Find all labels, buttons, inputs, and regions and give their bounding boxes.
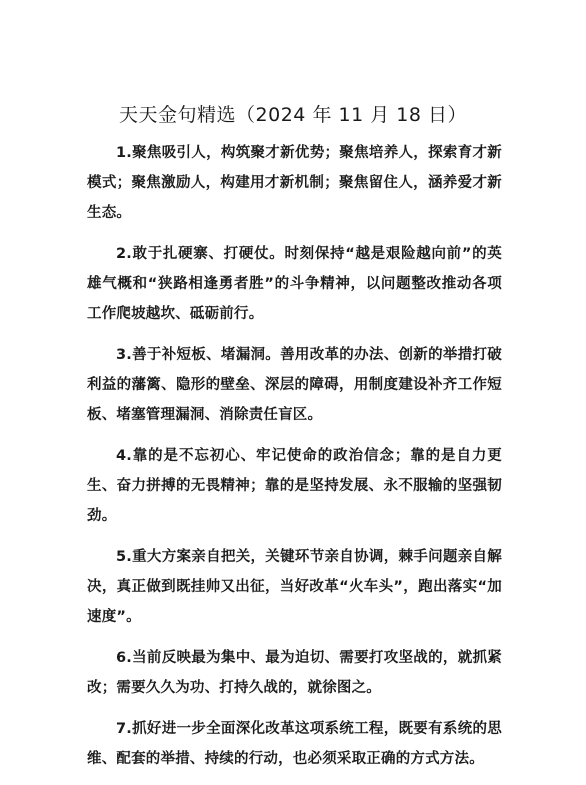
quote-paragraph-4: 4.靠的是不忘初心、牢记使命的政治信念；靠的是自力更生、奋力拼搏的无畏精神；靠的是坚持发展、永不服输的坚强韧劲。 bbox=[87, 448, 502, 524]
quote-paragraph-6: 6.当前反映最为集中、最为迫切、需要打攻坚战的，就抓紧改；需要久久为功、打持久战的，就徐图之。 bbox=[87, 650, 502, 696]
page-title: 天天金句精选（2024 年 11 月 18 日） bbox=[119, 104, 467, 126]
quote-paragraph-1: 1.聚焦吸引人，构筑聚才新优势；聚焦培养人，探索育才新模式；聚焦激励人，构建用才新机制；聚焦留住人，涵养爱才新生态。 bbox=[87, 145, 502, 221]
quote-paragraph-2: 2.敢于扎硬寨、打硬仗。时刻保持“越是艰险越向前”的英雄气概和“狭路相逢勇者胜”的斗争精神，以问题整改推动各项工作爬坡越坎、砥砺前行。 bbox=[87, 246, 502, 322]
quote-paragraph-3: 3.善于补短板、堵漏洞。善用改革的办法、创新的举措打破利益的藩篱、隐形的壁垒、深层的障碍，用制度建设补齐工作短板、堵塞管理漏洞、消除责任盲区。 bbox=[87, 347, 502, 423]
quote-paragraph-7: 7.抓好进一步全面深化改革这项系统工程，既要有系统的思维、配套的举措、持续的行动，也必须采取正确的方式方法。 bbox=[87, 721, 502, 767]
quote-paragraph-5: 5.重大方案亲自把关，关键环节亲自协调，棘手问题亲自解决，真正做到既挂帅又出征，当好改革“火车头”，跑出落实“加速度”。 bbox=[87, 549, 502, 625]
quote-list bbox=[87, 138, 502, 785]
